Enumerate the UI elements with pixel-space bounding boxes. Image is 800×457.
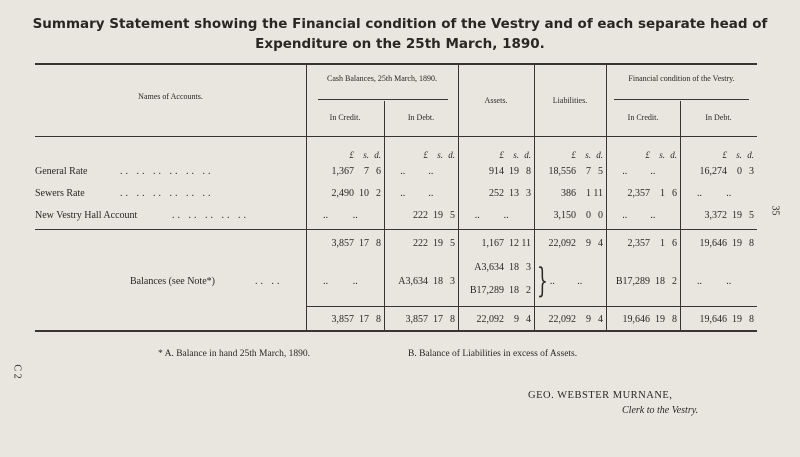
row-1-cash_credit-pence: 2 <box>376 188 381 199</box>
note-b: B. Balance of Liabilities in excess of Assets. <box>408 349 578 359</box>
row-1-fin_credit-pounds: 2,357 <box>627 188 650 199</box>
title-line-2: Expenditure on the 25th March, 1890. <box>255 36 545 52</box>
unit-pound-liabilities: £ <box>571 150 576 160</box>
balances-assets-a-pence: 3 <box>526 262 531 273</box>
total-fin_debt-pence: 8 <box>749 314 754 325</box>
row-0-fin_debt-shillings: 0 <box>737 166 742 177</box>
total-cash_debt-shillings: 17 <box>433 314 443 325</box>
total-assets-pence: 4 <box>526 314 531 325</box>
signature-name: GEO. WEBSTER MURNANE, <box>528 390 673 401</box>
unit-pound-fin_credit: £ <box>645 150 650 160</box>
total-fin_debt-shillings: 19 <box>732 314 742 325</box>
title-line-1: Summary Statement showing the Financial condition of the Vestry and of each separate head of <box>32 16 768 32</box>
balances-cash-debt-pence: 3 <box>450 276 455 287</box>
table-top-rule <box>35 63 757 65</box>
total-fin_credit-shillings: 19 <box>655 314 665 325</box>
balances-liabilities-dots-a: .. <box>549 276 555 287</box>
unit-shilling-cash_debt: s. <box>437 150 443 160</box>
total-liabilities-shillings: 9 <box>586 314 591 325</box>
header-fin-in-credit: In Credit. <box>627 113 659 122</box>
balances-cash-debt-shillings: 18 <box>433 276 443 287</box>
brace-icon: } <box>537 261 548 301</box>
header-fin-in-debt: In Debt. <box>705 113 732 122</box>
row-2-assets-dots-a: .. <box>474 210 480 221</box>
total-cash_credit-pounds: 3,857 <box>331 314 354 325</box>
row-1-fin_credit-pence: 6 <box>672 188 677 199</box>
leader-dots: .. .. .. .. .. <box>172 210 249 221</box>
table-header-rule <box>35 136 757 137</box>
header-cash-in-credit: In Credit. <box>329 113 361 122</box>
row-0-fin_credit-dots-b: .. <box>650 166 656 177</box>
unit-shilling-cash_credit: s. <box>363 150 369 160</box>
row-0-assets-shillings: 19 <box>509 166 519 177</box>
leader-dots: .. .. .. .. .. .. <box>120 166 214 177</box>
unit-shilling-liabilities: s. <box>585 150 591 160</box>
row-0-fin_debt-pence: 3 <box>749 166 754 177</box>
row-2-fin_credit-dots-b: .. <box>650 210 656 221</box>
balances-fin-debt-dots-b: .. <box>726 276 732 287</box>
row-0-cash_debt-dots-a: .. <box>400 166 406 177</box>
signature-mark: C 2 <box>11 364 23 379</box>
subtotal-assets-shillings: 12 <box>509 238 519 249</box>
row-2-cash_debt-pence: 5 <box>450 210 455 221</box>
header-cash-balances: Cash Balances, 25th March, 1890. <box>327 74 437 83</box>
row-1-cash_credit-pounds: 2,490 <box>331 188 354 199</box>
balances-liabilities-dots-b: .. <box>577 276 583 287</box>
total-cash_credit-shillings: 17 <box>359 314 369 325</box>
subtotal-fin_credit-pence: 6 <box>672 238 677 249</box>
balances-fin-debt-dots-a: .. <box>696 276 702 287</box>
row-1-liabilities-shillings: 1 <box>586 188 591 199</box>
row-0-assets-pounds: 914 <box>489 166 504 177</box>
header-assets: Assets. <box>484 96 508 105</box>
subtotal-fin_debt-pence: 8 <box>749 238 754 249</box>
header-names: Names of Accounts. <box>138 92 203 101</box>
row-2-cash_debt-shillings: 19 <box>433 210 443 221</box>
unit-shilling-fin_debt: s. <box>736 150 742 160</box>
row-0-cash_credit-pence: 6 <box>376 166 381 177</box>
subtotal-fin_debt-shillings: 19 <box>732 238 742 249</box>
financial-condition-underline <box>614 99 749 100</box>
subtotal-fin_debt-pounds: 19,646 <box>699 238 727 249</box>
header-cash-in-debt: In Debt. <box>407 113 435 122</box>
row-0-liabilities-shillings: 7 <box>586 166 591 177</box>
row-0-cash_credit-pounds: 1,367 <box>331 166 354 177</box>
balances-cash-debt-pounds: A3,634 <box>398 276 428 287</box>
table-bottom-rule <box>35 330 757 332</box>
row-2-liabilities-pence: 0 <box>598 210 603 221</box>
row-0-cash_debt-dots-b: .. <box>428 166 434 177</box>
balances-assets-b-pounds: B17,289 <box>469 285 504 296</box>
unit-pence-fin_debt: d. <box>747 150 754 160</box>
balances-name: Balances (see Note*) <box>130 276 215 287</box>
row-1-liabilities-pence: 11 <box>593 188 603 199</box>
unit-shilling-fin_credit: s. <box>659 150 665 160</box>
subtotal-liabilities-pence: 4 <box>598 238 603 249</box>
subtotal-cash_debt-pence: 5 <box>450 238 455 249</box>
total-assets-shillings: 9 <box>514 314 519 325</box>
subtotal-cash_credit-pence: 8 <box>376 238 381 249</box>
subtotal-cash_debt-shillings: 19 <box>433 238 443 249</box>
unit-pence-fin_credit: d. <box>670 150 677 160</box>
balances-assets-a-shillings: 18 <box>509 262 519 273</box>
row-2-fin_credit-dots-a: .. <box>622 210 628 221</box>
row-2-cash_debt-pounds: 222 <box>413 210 428 221</box>
unit-pence-liabilities: d. <box>596 150 603 160</box>
total-fin_credit-pence: 8 <box>672 314 677 325</box>
unit-pence-assets: d. <box>524 150 531 160</box>
subtotal-assets-pounds: 1,167 <box>481 238 504 249</box>
unit-pound-cash_credit: £ <box>349 150 354 160</box>
balances-assets-b-pence: 2 <box>526 285 531 296</box>
subtotal-fin_credit-pounds: 2,357 <box>627 238 650 249</box>
subtotal-assets-pence: 11 <box>521 238 531 249</box>
row-1-cash_debt-dots-b: .. <box>428 188 434 199</box>
total-assets-pounds: 22,092 <box>476 314 504 325</box>
row-0-fin_credit-dots-a: .. <box>622 166 628 177</box>
balances-assets-a-pounds: A3,634 <box>474 262 504 273</box>
row-1-assets-pounds: 252 <box>489 188 504 199</box>
page-number: 35 <box>769 205 781 216</box>
balances-cash-credit-dots-a: .. <box>323 276 329 287</box>
row-0-cash_credit-shillings: 7 <box>364 166 369 177</box>
subtotal-liabilities-shillings: 9 <box>586 238 591 249</box>
total-cash_credit-pence: 8 <box>376 314 381 325</box>
row-1-cash_debt-dots-a: .. <box>400 188 406 199</box>
account-name: General Rate <box>35 166 88 177</box>
document-title <box>0 14 800 54</box>
subtotal-liabilities-pounds: 22,092 <box>548 238 576 249</box>
row-0-liabilities-pence: 5 <box>598 166 603 177</box>
balances-cash-credit-dots-b: .. <box>352 276 358 287</box>
balances-assets-b-shillings: 18 <box>509 285 519 296</box>
row-2-fin_debt-pounds: 3,372 <box>704 210 727 221</box>
account-name: Sewers Rate <box>35 188 85 199</box>
row-1-assets-pence: 3 <box>526 188 531 199</box>
header-financial-condition: Financial condition of the Vestry. <box>628 74 735 83</box>
row-2-cash_credit-dots-b: .. <box>352 210 358 221</box>
unit-pence-cash_credit: d. <box>374 150 381 160</box>
row-1-fin_debt-dots-a: .. <box>696 188 702 199</box>
row-2-fin_debt-pence: 5 <box>749 210 754 221</box>
subtotal-fin_credit-shillings: 1 <box>660 238 665 249</box>
row-2-cash_credit-dots-a: .. <box>323 210 329 221</box>
row-1-assets-shillings: 13 <box>509 188 519 199</box>
subtotal-cash_credit-pounds: 3,857 <box>331 238 354 249</box>
total-cash_debt-pence: 8 <box>450 314 455 325</box>
row-2-liabilities-shillings: 0 <box>586 210 591 221</box>
leader-dots: .. .. <box>255 276 283 287</box>
cash-balances-underline <box>318 99 448 100</box>
account-name: New Vestry Hall Account <box>35 210 138 221</box>
balances-fin-credit-pence: 2 <box>672 276 677 287</box>
unit-pound-fin_debt: £ <box>722 150 727 160</box>
total-fin_credit-pounds: 19,646 <box>622 314 650 325</box>
row-1-fin_credit-shillings: 1 <box>660 188 665 199</box>
row-1-cash_credit-shillings: 10 <box>359 188 369 199</box>
row-2-fin_debt-shillings: 19 <box>732 210 742 221</box>
unit-shilling-assets: s. <box>513 150 519 160</box>
subtotal-cash_credit-shillings: 17 <box>359 238 369 249</box>
balances-fin-credit-pounds: B17,289 <box>615 276 650 287</box>
row-2-liabilities-pounds: 3,150 <box>553 210 576 221</box>
total-liabilities-pounds: 22,092 <box>548 314 576 325</box>
total-cash_debt-pounds: 3,857 <box>405 314 428 325</box>
row-1-liabilities-pounds: 386 <box>561 188 576 199</box>
row-2-assets-dots-b: .. <box>503 210 509 221</box>
signature-role: Clerk to the Vestry. <box>622 405 699 416</box>
rule-after-rows <box>35 229 757 230</box>
row-1-fin_debt-dots-b: .. <box>726 188 732 199</box>
rule-before-total <box>306 306 757 307</box>
header-liabilities: Liabilities. <box>552 96 588 105</box>
row-0-liabilities-pounds: 18,556 <box>548 166 576 177</box>
leader-dots: .. .. .. .. .. .. <box>120 188 214 199</box>
balances-fin-credit-shillings: 18 <box>655 276 665 287</box>
total-fin_debt-pounds: 19,646 <box>699 314 727 325</box>
row-0-fin_debt-pounds: 16,274 <box>699 166 727 177</box>
unit-pence-cash_debt: d. <box>448 150 455 160</box>
subtotal-cash_debt-pounds: 222 <box>413 238 428 249</box>
row-0-assets-pence: 8 <box>526 166 531 177</box>
unit-pound-assets: £ <box>499 150 504 160</box>
note-a: * A. Balance in hand 25th March, 1890. <box>158 349 310 359</box>
unit-pound-cash_debt: £ <box>423 150 428 160</box>
total-liabilities-pence: 4 <box>598 314 603 325</box>
